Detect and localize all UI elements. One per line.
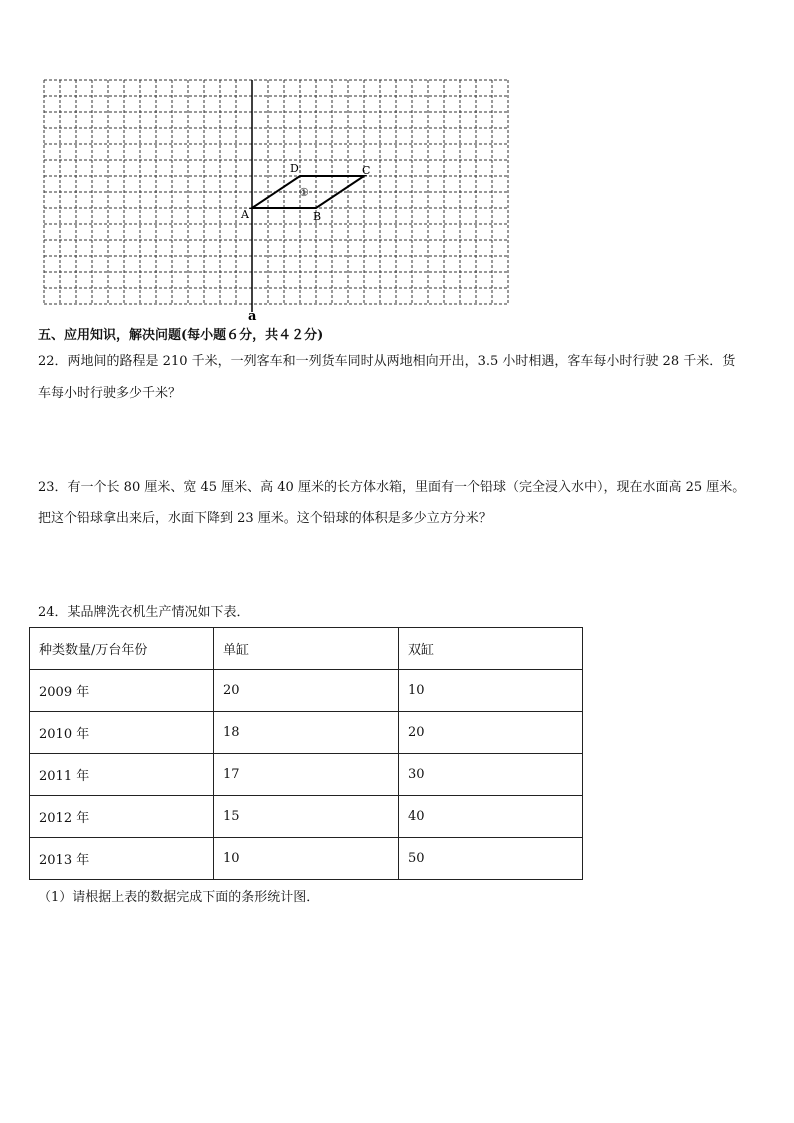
table-cell: 15 bbox=[214, 796, 399, 838]
question-23-line1: 23．有一个长 80 厘米、宽 45 厘米、高 40 厘米的长方体水箱，里面有一个铅球（完全浸入水中），现在水面高 25 厘米。 bbox=[38, 480, 746, 495]
table-row bbox=[30, 670, 583, 712]
question-24-intro: 24．某品牌洗衣机生产情况如下表． bbox=[38, 605, 250, 620]
table-row bbox=[30, 712, 583, 754]
table-row bbox=[30, 754, 583, 796]
table-cell: 2011 年 bbox=[30, 754, 214, 796]
table-cell: 30 bbox=[399, 754, 583, 796]
table-cell: 10 bbox=[214, 838, 399, 880]
grid-figure bbox=[0, 0, 794, 330]
table-cell: 40 bbox=[399, 796, 583, 838]
question-22-line2: 车每小时行驶多少千米？ bbox=[38, 386, 182, 401]
table-row bbox=[30, 838, 583, 880]
table-cell: 17 bbox=[214, 754, 399, 796]
section-title: 五、应用知识，解决问题(每小题６分，共４２分) bbox=[38, 328, 324, 343]
table-header-row bbox=[30, 628, 583, 670]
table-header-cell: 种类数量/万台年份 bbox=[30, 628, 214, 670]
table-cell: 2010 年 bbox=[30, 712, 214, 754]
table-cell: 10 bbox=[399, 670, 583, 712]
table-cell: 18 bbox=[214, 712, 399, 754]
question-23-line2: 把这个铅球拿出来后，水面下降到 23 厘米。这个铅球的体积是多少立方分米？ bbox=[38, 511, 492, 526]
region-label: ① bbox=[299, 186, 309, 199]
question-22-line1: 22．两地间的路程是 210 千米，一列客车和一列货车同时从两地相向开出，3.5 小时相遇，客车每小时行驶 28 千米．货 bbox=[38, 354, 736, 369]
point-label-b: B bbox=[313, 210, 322, 223]
table-cell: 2013 年 bbox=[30, 838, 214, 880]
table-cell: 2009 年 bbox=[30, 670, 214, 712]
table-cell: 20 bbox=[214, 670, 399, 712]
table-header-cell: 双缸 bbox=[399, 628, 583, 670]
table-header-cell: 单缸 bbox=[214, 628, 399, 670]
point-label-c: C bbox=[362, 164, 371, 177]
table-cell: 2012 年 bbox=[30, 796, 214, 838]
table-cell: 50 bbox=[399, 838, 583, 880]
point-label-a: A bbox=[241, 208, 249, 221]
axis-label: a bbox=[248, 309, 257, 324]
table-cell: 20 bbox=[399, 712, 583, 754]
production-table bbox=[29, 627, 583, 880]
question-24-sub1: （1）请根据上表的数据完成下面的条形统计图． bbox=[38, 890, 320, 905]
table-row bbox=[30, 796, 583, 838]
point-label-d: D bbox=[290, 162, 299, 175]
